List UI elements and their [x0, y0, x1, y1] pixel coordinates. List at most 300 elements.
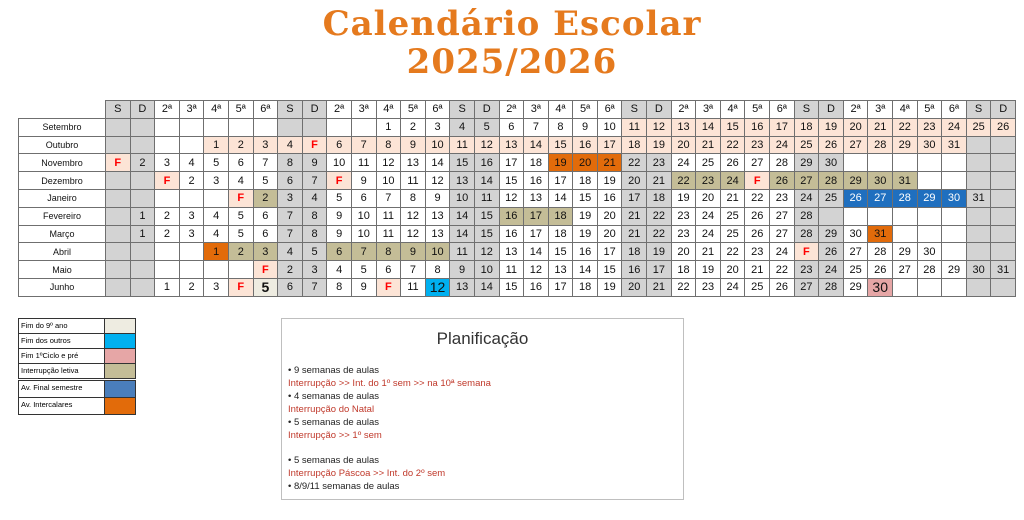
day-cell: 21 — [622, 207, 647, 225]
day-cell: 13 — [548, 261, 573, 279]
day-cell: 16 — [573, 136, 598, 154]
day-cell: 23 — [671, 225, 696, 243]
weekday-header: 5ª — [401, 101, 426, 119]
day-cell: 14 — [474, 172, 499, 190]
day-cell: 7 — [351, 243, 376, 261]
empty-cell — [327, 118, 352, 136]
day-cell: 13 — [450, 172, 475, 190]
empty-cell — [130, 278, 155, 296]
empty-cell — [204, 261, 229, 279]
day-cell: 14 — [548, 189, 573, 207]
day-cell: 28 — [794, 225, 819, 243]
month-name: Abril — [19, 243, 106, 261]
day-cell: 24 — [671, 154, 696, 172]
empty-cell — [106, 261, 131, 279]
day-cell: 1 — [130, 225, 155, 243]
day-cell: F — [228, 189, 253, 207]
day-cell: 2 — [155, 207, 180, 225]
empty-cell — [155, 118, 180, 136]
planificacao-line: • 5 semanas de aulas — [288, 455, 379, 466]
empty-cell — [155, 136, 180, 154]
day-cell: 15 — [720, 118, 745, 136]
legend-label: Fim 1ºCiclo e pré — [19, 349, 105, 363]
day-cell: F — [302, 136, 327, 154]
day-cell: 5 — [228, 207, 253, 225]
day-cell: 23 — [745, 136, 770, 154]
month-name: Fevereiro — [19, 207, 106, 225]
legend-item — [18, 363, 136, 379]
legend-swatch — [105, 349, 135, 363]
day-cell: 9 — [351, 172, 376, 190]
day-cell: 8 — [327, 278, 352, 296]
day-cell: 15 — [597, 261, 622, 279]
day-cell: 7 — [376, 189, 401, 207]
day-cell: F — [155, 172, 180, 190]
day-cell: 20 — [597, 207, 622, 225]
day-cell: 12 — [401, 225, 426, 243]
day-cell: 11 — [450, 136, 475, 154]
day-cell: 22 — [671, 172, 696, 190]
empty-cell — [106, 118, 131, 136]
day-cell: 9 — [425, 189, 450, 207]
weekday-header: D — [819, 101, 844, 119]
weekday-header: S — [278, 101, 303, 119]
day-cell: 3 — [204, 172, 229, 190]
legend-label: Fim do 9º ano — [19, 319, 105, 333]
day-cell: 27 — [794, 278, 819, 296]
day-cell: 14 — [573, 261, 598, 279]
day-cell: 4 — [302, 189, 327, 207]
day-cell: 26 — [819, 243, 844, 261]
day-cell: 27 — [868, 189, 893, 207]
legend-item — [18, 380, 136, 398]
empty-cell — [917, 154, 942, 172]
day-cell: 7 — [401, 261, 426, 279]
weekday-header: 6ª — [253, 101, 278, 119]
day-cell: 14 — [524, 243, 549, 261]
day-cell: 15 — [499, 172, 524, 190]
day-cell: 19 — [597, 278, 622, 296]
day-cell: 27 — [893, 261, 918, 279]
legend-swatch — [105, 398, 135, 414]
day-cell: 25 — [720, 207, 745, 225]
empty-cell — [917, 172, 942, 190]
day-cell: 10 — [327, 154, 352, 172]
day-cell: F — [106, 154, 131, 172]
day-cell: 9 — [327, 207, 352, 225]
day-cell: 12 — [401, 207, 426, 225]
day-cell: 3 — [278, 189, 303, 207]
day-cell: 3 — [253, 136, 278, 154]
month-row — [19, 207, 1016, 225]
planificacao-line: Interrupção >> 1º sem — [288, 430, 382, 441]
day-cell: 18 — [622, 243, 647, 261]
month-name: Março — [19, 225, 106, 243]
day-cell: 23 — [917, 118, 942, 136]
day-cell: 9 — [401, 243, 426, 261]
day-cell: 11 — [401, 278, 426, 296]
day-cell: 30 — [868, 172, 893, 190]
day-cell: 2 — [401, 118, 426, 136]
day-cell: 29 — [843, 172, 868, 190]
day-cell: 19 — [647, 243, 672, 261]
day-cell: 6 — [253, 207, 278, 225]
day-cell: 29 — [893, 243, 918, 261]
planificacao-box — [281, 318, 684, 500]
day-cell: 10 — [474, 261, 499, 279]
day-cell: 3 — [253, 243, 278, 261]
day-cell: 21 — [647, 278, 672, 296]
planificacao-line: • 8/9/11 semanas de aulas — [288, 481, 400, 492]
day-cell: 21 — [720, 189, 745, 207]
day-cell: 10 — [351, 225, 376, 243]
weekday-header: D — [474, 101, 499, 119]
weekday-header: 6ª — [425, 101, 450, 119]
day-cell: 28 — [893, 189, 918, 207]
weekday-header: 3ª — [524, 101, 549, 119]
day-cell: 22 — [647, 225, 672, 243]
weekday-header: 5ª — [573, 101, 598, 119]
day-cell: 29 — [794, 154, 819, 172]
day-cell: 7 — [524, 118, 549, 136]
day-cell: 24 — [696, 225, 721, 243]
day-cell: F — [327, 172, 352, 190]
day-cell: 11 — [474, 189, 499, 207]
empty-cell — [179, 189, 204, 207]
day-cell: F — [745, 172, 770, 190]
day-cell: 16 — [499, 207, 524, 225]
empty-cell — [278, 118, 303, 136]
day-cell: 13 — [671, 118, 696, 136]
empty-cell — [966, 154, 991, 172]
day-cell: 16 — [745, 118, 770, 136]
day-cell: 11 — [376, 207, 401, 225]
day-cell: 28 — [819, 278, 844, 296]
day-cell: 19 — [647, 136, 672, 154]
day-cell: 11 — [450, 243, 475, 261]
day-cell: 9 — [302, 154, 327, 172]
day-cell: 12 — [647, 118, 672, 136]
day-cell: 15 — [499, 278, 524, 296]
day-cell: 20 — [843, 118, 868, 136]
day-cell: 13 — [425, 225, 450, 243]
day-cell: 18 — [573, 278, 598, 296]
day-cell: 1 — [376, 118, 401, 136]
day-cell: 3 — [155, 154, 180, 172]
empty-cell — [991, 154, 1016, 172]
day-cell: 26 — [868, 261, 893, 279]
weekday-header: 4ª — [720, 101, 745, 119]
day-cell: 4 — [327, 261, 352, 279]
day-cell: 14 — [524, 136, 549, 154]
day-cell: 8 — [302, 207, 327, 225]
month-name: Junho — [19, 278, 106, 296]
day-cell: F — [794, 243, 819, 261]
day-cell: 2 — [179, 278, 204, 296]
day-cell: 29 — [942, 261, 967, 279]
day-cell: 16 — [622, 261, 647, 279]
day-cell: 27 — [770, 225, 795, 243]
day-cell: 20 — [671, 243, 696, 261]
empty-cell — [130, 118, 155, 136]
day-cell: 9 — [351, 278, 376, 296]
day-cell: 10 — [351, 207, 376, 225]
day-cell: 13 — [499, 243, 524, 261]
day-cell: 21 — [696, 243, 721, 261]
empty-cell — [130, 189, 155, 207]
empty-cell — [155, 243, 180, 261]
day-cell: 30 — [966, 261, 991, 279]
month-row — [19, 243, 1016, 261]
day-cell: 28 — [917, 261, 942, 279]
day-cell: 14 — [696, 118, 721, 136]
day-cell: 6 — [253, 225, 278, 243]
day-cell: 21 — [647, 172, 672, 190]
day-cell: 30 — [917, 243, 942, 261]
day-cell: 20 — [696, 189, 721, 207]
day-cell: 24 — [770, 136, 795, 154]
day-cell: 5 — [204, 154, 229, 172]
day-cell: 30 — [917, 136, 942, 154]
month-row — [19, 189, 1016, 207]
weekday-header: D — [130, 101, 155, 119]
day-cell: 22 — [671, 278, 696, 296]
day-cell: 13 — [425, 207, 450, 225]
empty-cell — [893, 225, 918, 243]
day-cell: 12 — [376, 154, 401, 172]
day-cell: 2 — [228, 136, 253, 154]
day-cell: F — [376, 278, 401, 296]
day-cell: 23 — [647, 154, 672, 172]
day-cell: 26 — [770, 278, 795, 296]
school-year: 2025/2026 — [406, 42, 618, 82]
weekday-header: 6ª — [770, 101, 795, 119]
day-cell: 11 — [351, 154, 376, 172]
day-cell: 17 — [622, 189, 647, 207]
empty-cell — [991, 136, 1016, 154]
empty-cell — [966, 243, 991, 261]
day-cell: 14 — [425, 154, 450, 172]
day-cell: 28 — [794, 207, 819, 225]
empty-cell — [991, 172, 1016, 190]
day-cell: 7 — [253, 154, 278, 172]
day-cell: 23 — [671, 207, 696, 225]
weekday-header: S — [966, 101, 991, 119]
day-cell: 17 — [499, 154, 524, 172]
day-cell: F — [253, 261, 278, 279]
month-row — [19, 261, 1016, 279]
day-cell: 10 — [425, 136, 450, 154]
day-cell: 20 — [671, 136, 696, 154]
day-cell: 2 — [278, 261, 303, 279]
day-cell: 14 — [450, 225, 475, 243]
day-cell: 22 — [770, 261, 795, 279]
weekday-header: 4ª — [204, 101, 229, 119]
day-cell: 5 — [253, 172, 278, 190]
day-cell: 29 — [843, 278, 868, 296]
day-cell: 5 — [327, 189, 352, 207]
day-cell: 12 — [425, 172, 450, 190]
empty-cell — [106, 225, 131, 243]
day-cell: F — [228, 278, 253, 296]
day-cell: 13 — [499, 136, 524, 154]
day-cell: 18 — [622, 136, 647, 154]
month-row — [19, 278, 1016, 296]
day-cell: 15 — [474, 225, 499, 243]
empty-cell — [843, 207, 868, 225]
day-cell: 31 — [868, 225, 893, 243]
day-cell: 20 — [622, 172, 647, 190]
day-cell: 18 — [671, 261, 696, 279]
month-row — [19, 225, 1016, 243]
day-cell: 15 — [548, 136, 573, 154]
day-cell: 18 — [647, 189, 672, 207]
month-name: Dezembro — [19, 172, 106, 190]
empty-cell — [106, 278, 131, 296]
day-cell: 21 — [622, 225, 647, 243]
weekday-header: 5ª — [745, 101, 770, 119]
legend-swatch — [105, 319, 135, 333]
day-cell: 8 — [278, 154, 303, 172]
day-cell: 6 — [327, 243, 352, 261]
legend-label: Interrupção letiva — [19, 364, 105, 378]
day-cell: 25 — [720, 225, 745, 243]
day-cell: 2 — [179, 172, 204, 190]
day-cell: 22 — [745, 189, 770, 207]
day-cell: 21 — [868, 118, 893, 136]
empty-cell — [179, 118, 204, 136]
month-name: Janeiro — [19, 189, 106, 207]
day-cell: 18 — [548, 225, 573, 243]
day-cell: 28 — [819, 172, 844, 190]
day-cell: 2 — [130, 154, 155, 172]
day-cell: 16 — [524, 278, 549, 296]
day-cell: 21 — [597, 154, 622, 172]
day-cell: 9 — [401, 136, 426, 154]
empty-cell — [966, 278, 991, 296]
day-cell: 12 — [474, 136, 499, 154]
day-cell: 26 — [720, 154, 745, 172]
day-cell: 10 — [450, 189, 475, 207]
day-cell: 19 — [819, 118, 844, 136]
day-cell: 24 — [794, 189, 819, 207]
day-cell: 11 — [499, 261, 524, 279]
day-cell: 5 — [228, 225, 253, 243]
day-cell: 16 — [474, 154, 499, 172]
day-cell: 29 — [917, 189, 942, 207]
day-cell: 31 — [991, 261, 1016, 279]
day-cell: 8 — [401, 189, 426, 207]
day-cell: 10 — [425, 243, 450, 261]
empty-cell — [868, 207, 893, 225]
weekday-header: 5ª — [228, 101, 253, 119]
day-cell: 24 — [696, 207, 721, 225]
day-cell: 26 — [745, 225, 770, 243]
empty-cell — [966, 136, 991, 154]
month-row — [19, 154, 1016, 172]
page-title: Calendário Escolar — [322, 4, 702, 44]
day-cell: 20 — [597, 225, 622, 243]
day-cell: 29 — [819, 225, 844, 243]
empty-cell — [155, 189, 180, 207]
day-cell: 24 — [942, 118, 967, 136]
day-cell: 24 — [819, 261, 844, 279]
weekday-header: 3ª — [179, 101, 204, 119]
day-cell: 23 — [696, 278, 721, 296]
empty-cell — [253, 118, 278, 136]
day-cell: 30 — [942, 189, 967, 207]
day-cell: 8 — [376, 243, 401, 261]
day-cell: 4 — [278, 243, 303, 261]
empty-cell — [106, 207, 131, 225]
day-cell: 28 — [868, 136, 893, 154]
day-cell: 6 — [278, 278, 303, 296]
day-cell: 15 — [450, 154, 475, 172]
day-cell: 8 — [425, 261, 450, 279]
day-cell: 5 — [302, 243, 327, 261]
day-cell: 3 — [204, 278, 229, 296]
weekday-header: 6ª — [597, 101, 622, 119]
day-cell: 21 — [745, 261, 770, 279]
day-cell: 4 — [228, 172, 253, 190]
day-cell: 5 — [474, 118, 499, 136]
empty-cell — [942, 172, 967, 190]
day-cell: 17 — [524, 207, 549, 225]
day-cell: 16 — [499, 225, 524, 243]
month-row — [19, 172, 1016, 190]
day-cell: 19 — [597, 172, 622, 190]
day-cell: 29 — [893, 136, 918, 154]
day-cell: 12 — [474, 243, 499, 261]
day-cell: 13 — [401, 154, 426, 172]
day-cell: 22 — [622, 154, 647, 172]
empty-cell — [155, 261, 180, 279]
empty-cell — [942, 278, 967, 296]
day-cell: 24 — [720, 172, 745, 190]
planificacao-line: Interrupção >> Int. do 1º sem >> na 10ª semana — [288, 378, 491, 389]
weekday-header: D — [991, 101, 1016, 119]
day-cell: 8 — [376, 136, 401, 154]
weekday-header: 3ª — [696, 101, 721, 119]
day-cell: 7 — [278, 207, 303, 225]
day-cell: 17 — [548, 278, 573, 296]
weekday-header-row — [19, 101, 1016, 119]
empty-cell — [130, 261, 155, 279]
day-cell: 12 — [499, 189, 524, 207]
day-cell: 10 — [376, 172, 401, 190]
empty-cell — [942, 207, 967, 225]
day-cell: 11 — [401, 172, 426, 190]
day-cell: 6 — [278, 172, 303, 190]
weekday-header: 3ª — [351, 101, 376, 119]
day-cell: 16 — [597, 189, 622, 207]
day-cell: 1 — [155, 278, 180, 296]
empty-cell — [942, 225, 967, 243]
day-cell: 26 — [991, 118, 1016, 136]
day-cell: 2 — [155, 225, 180, 243]
legend-item — [18, 318, 136, 334]
weekday-header: S — [794, 101, 819, 119]
day-cell: 26 — [770, 172, 795, 190]
day-cell: 8 — [548, 118, 573, 136]
weekday-header: 3ª — [868, 101, 893, 119]
day-cell: 18 — [548, 207, 573, 225]
weekday-header: S — [450, 101, 475, 119]
day-cell: 21 — [696, 136, 721, 154]
day-cell: 17 — [770, 118, 795, 136]
empty-cell — [106, 172, 131, 190]
day-cell: 23 — [745, 243, 770, 261]
